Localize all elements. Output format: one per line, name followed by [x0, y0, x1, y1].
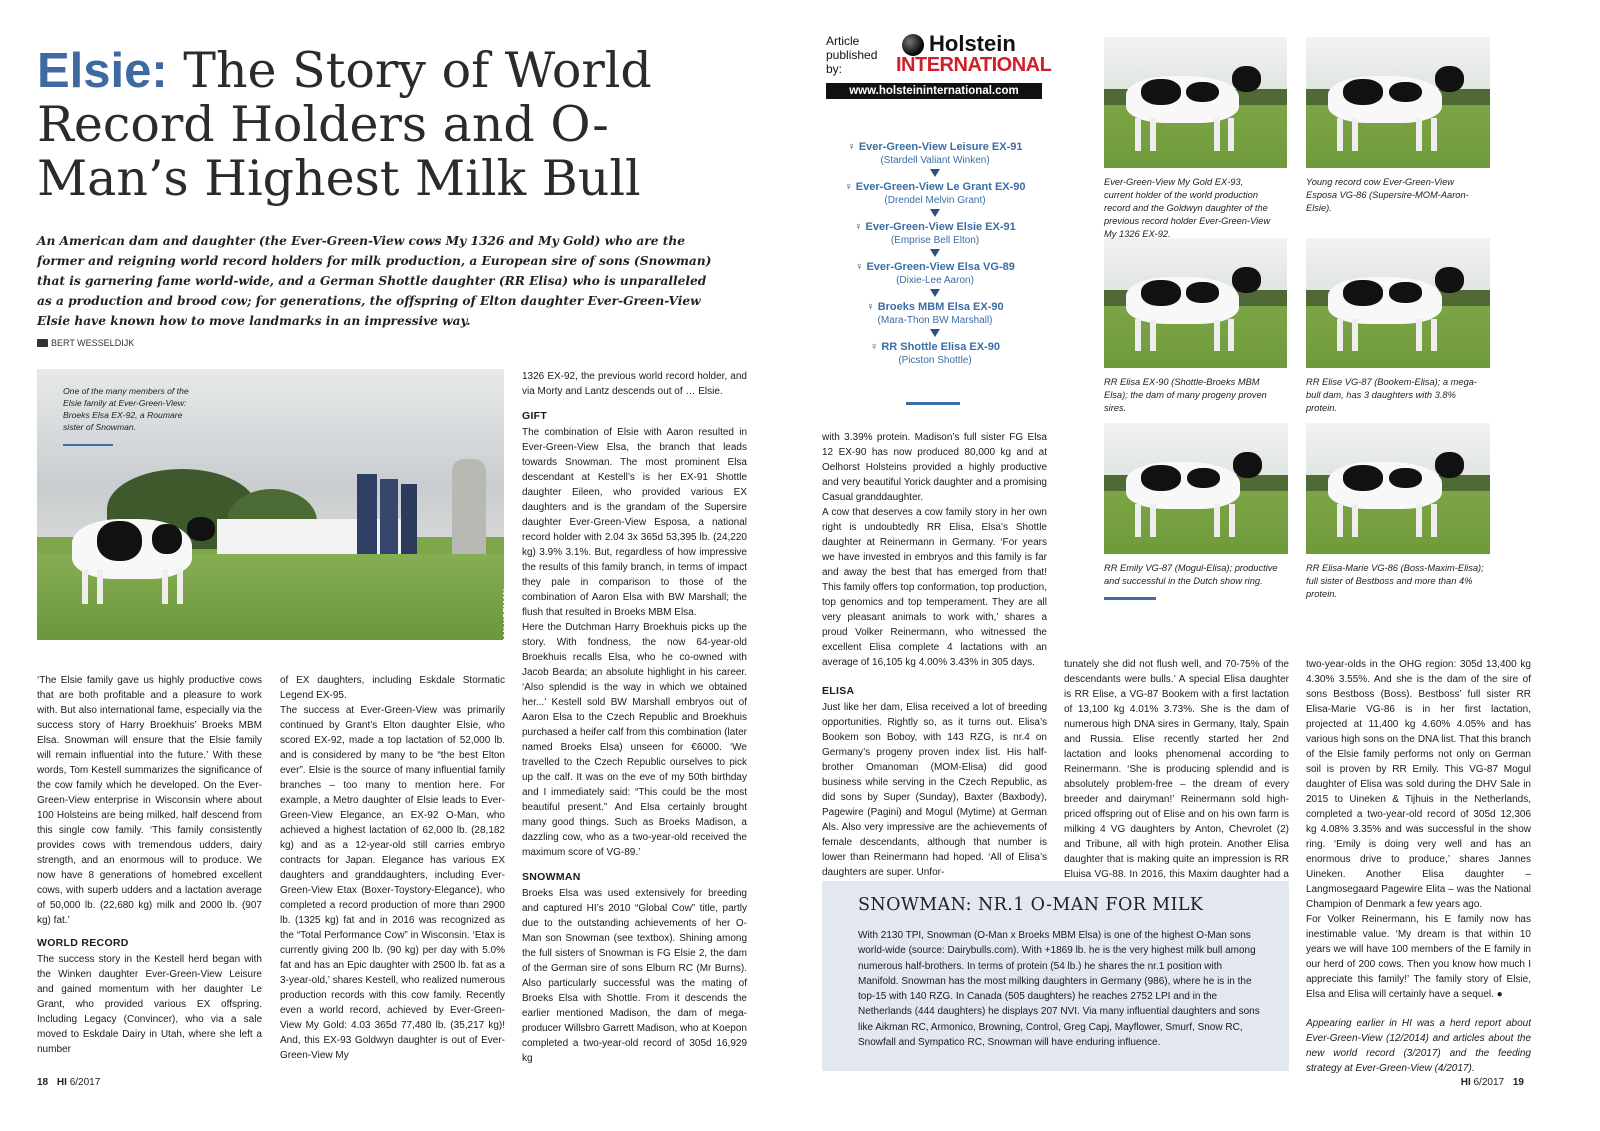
cow-leg	[1337, 504, 1343, 537]
caption-my-gold: Ever-Green-View My Gold EX-93, current holder of the world production record and the Goldwyn daughter of the previous record holder Ever-Green-View My 1326 EX-92.	[1104, 177, 1271, 239]
article-title	[37, 44, 727, 206]
col3-p4: Broeks Elsa was used extensively for breeding and captured HI’s 2010 “Global Cow” title, partly due to the outstanding achievements of her O-Man son Snowman (see textbox). Shining among the full sisters of Snowman is FG Elsie 2, the dam of the German sire of sons Elburn RC (Mr Burns). Also particularly successful was the mating of Broeks Elsa with Shottle. From it descends the earlier mentioned Madison, the dam of mega-producer Willsbro Garrett Madison, who at Koepon completed a two-year-old record of 305d 16,929 kg	[522, 888, 747, 1064]
cow-leg	[1352, 504, 1358, 537]
caption-elisa: RR Elisa EX-90 (Shottle-Broeks MBM Elsa); the dam of many progeny proven sires.	[1104, 377, 1267, 413]
female-icon: ♀	[866, 301, 878, 313]
column-1	[37, 673, 262, 1057]
byline-author: BERT WESSELDIJK	[51, 338, 135, 348]
cow-spot	[1389, 282, 1422, 303]
pedigree-cow-name: ♀ Ever-Green-View Le Grant EX-90	[844, 181, 1026, 193]
cow-spot	[1389, 82, 1422, 103]
cow-leg	[1431, 118, 1437, 151]
logo-top: Holstein	[929, 31, 1016, 56]
arrow-down-icon	[930, 329, 940, 337]
pedigree-item	[840, 260, 1030, 297]
col4-p1: with 3.39% protein. Madison’s full sister FG Elsa 12 EX-90 has now produced 80,000 kg and at Oelhorst Holsteins provided a highly productive and very beautiful Yorick daughter and a promising Casual granddaughter.	[822, 432, 1047, 503]
cow-leg	[1214, 118, 1220, 151]
caption-esposa: Young record cow Ever-Green-View Esposa VG-86 (Supersire-MOM-Aaron-Elsie).	[1306, 177, 1469, 213]
cow-leg	[162, 569, 168, 604]
cow-leg	[1416, 319, 1422, 352]
cow-spot	[1141, 465, 1181, 491]
photo-silo	[357, 474, 377, 559]
cow-leg	[1150, 504, 1156, 537]
cow-leg	[1214, 319, 1220, 352]
col1-p1: ‘The Elsie family gave us highly productive cows that are both profitable and a pleasure to work with. But also international fame, especially via the success story of Harry Broekhuis’ Broeks MBM Elsa. Snowman will ensure that the Elsie family will remain influential into the future.’ With these words, Tom Kestell summarizes the significance of the cow family which he developed. On the Ever-Green-View enterprise in Wisconsin where about 100 Holsteins are being milked, half descend from this single cow family. ‘This family consistently provides cows with tremendous udders, dairy strength, and an enormous will to produce. We now have 8 generations of homebred excellent cows, with superb udders and a lactation average of 50,000 lb. (22,680 kg) milk and 2000 lb. (907 kg) fat.’	[37, 675, 262, 926]
textbox-body: With 2130 TPI, Snowman (O-Man x Broeks MBM Elsa) is one of the highest O-Man sons world-wide (source: Dairybulls.com). With +1869 lb. he is the very highest milk bull among numerous half-brothers. In terms of protein (54 lb.) he shares the nr.1 position with Manifold. Snowman has the most milking daughters in Germany (986), where he is in the top-15 with 140 RZG. In Canada (505 daughters) he reaches 2752 LPI and in the Netherlands (444 daughters) he displays 207 NVI. Via many influential daughters and sons like Aikman RC, Armonico, Browning, Control, Greg Capj, Mayflower, Smurf, Snow RC, Snowfall and Sympatico RC, Snowman will have enduring influence.	[858, 930, 1260, 1049]
col3-heading-snowman: SNOWMAN	[522, 871, 581, 883]
cow-leg	[1135, 118, 1141, 151]
cow-leg	[1416, 118, 1422, 151]
cow-leg	[1337, 319, 1343, 352]
cow-spot	[97, 521, 142, 561]
arrow-down-icon	[930, 169, 940, 177]
photo-credit: HAN HOPMAN	[502, 589, 511, 645]
col1-p2: The success story in the Kestell herd began with the Winken daughter Ever-Green-View Leisure and gained momentum with her daughter Le Grant, who provided various EX offspring. Including Legacy (Convincer), who via a sale moved to Eskdale Dairy in Utah, where she left a number	[37, 954, 262, 1055]
col3-p3: Here the Dutchman Harry Broekhuis picks up the story. With fondness, the now 64-year-old Broekhuis recalls Elsa, who he co-owned with Jacob Bearda; an absolute highlight in his career. ‘Also splendid is the way in which we obtained her...’ Kestell sold BW Marshall embryos out of Aaron Elsa to the Czech Republic and Broekhuis purchased a heifer calf from this combination (later named Broeks Elsa) unseen for €6000. ‘We travelled to the Czech Republic ourselves to pick up the calf. It was on the eve of my 50th birthday and I immediately said: “This could be the most beautiful present.” And Elsa certainly brought many good things. Such as Broeks Madison, a dazzling cow, who as a two-year-old received the maximum score of VG-89.’	[522, 622, 747, 858]
female-icon: ♀	[854, 221, 866, 233]
cow-leg	[1214, 504, 1220, 537]
pedigree-sire: (Dixie-Lee Aaron)	[896, 275, 974, 286]
arrow-down-icon	[930, 249, 940, 257]
title-rest: The Story of World Record Holders and O-Man’s Highest Milk Bull	[37, 42, 652, 207]
caption-elise: RR Elise VG-87 (Bookem-Elisa); a mega-bull dam, has 3 daughters with 3.8% protein.	[1306, 377, 1478, 413]
captions-underline	[1104, 597, 1156, 600]
pedigree-sire: (Stardell Valiant Winken)	[880, 155, 990, 166]
pedigree-cow-name: ♀ Ever-Green-View Elsa VG-89	[855, 261, 1015, 273]
photo-silo	[452, 459, 486, 559]
pedigree-underline	[906, 402, 960, 405]
pedigree-item	[840, 300, 1030, 337]
female-icon: ♀	[847, 141, 859, 153]
pedigree-item	[840, 180, 1030, 217]
cow-leg	[1150, 319, 1156, 352]
col4-p3: Just like her dam, Elisa received a lot of breeding opportunities. Rightly so, as it turns out. Elisa’s Bookem son Boboy, with 143 RZG, is nr.4 on Germany’s progeny proven index list. His half-brother Omanoman (MOM-Elisa) did good business while serving in the Czech Republic, as did sons by Super (Sunday), Baxter (Baxbody), Pagewire (Pagini) and Mogul (Mytime) at German Als. Also very impressive are the achievements of female descendants, although that number is lower than Reinermann had hoped. ‘All of Elisa’s daughters are super. Unfor-	[822, 702, 1047, 878]
column-5	[1064, 657, 1289, 897]
cow-leg	[82, 569, 88, 604]
pedigree	[840, 140, 1030, 367]
photo-silo	[401, 484, 417, 559]
col2-p1: of EX daughters, including Eskdale Stormatic Legend EX-95.	[280, 675, 505, 701]
main-photo	[37, 369, 511, 645]
pedigree-sire: (Emprise Bell Elton)	[890, 235, 980, 246]
cow-leg	[1352, 118, 1358, 151]
col6-p2	[1306, 912, 1531, 1002]
camera-icon	[37, 339, 48, 347]
arrow-down-icon	[930, 209, 940, 217]
publisher-label-line: by:	[826, 62, 843, 76]
cow-spot	[1343, 465, 1383, 491]
col6-p2-text: For Volker Reinermann, his E family now has inestimable value. ‘My dream is that within 10 years we will have 100 members of the E family in our herd of 200 cows. Then you know how much I appreciate this family!’ The family story of Elsie, Elsa and Elisa will certainly have a sequel.	[1306, 914, 1531, 1000]
col6-p1: two-year-olds in the OHG region: 305d 13,400 kg 4.30% 3.55%. And she is the dam of the sire of sons Bestboss (Boss). Bestboss’ full sister RR Elisa-Marie VG-86 is in her first lactation, projected at 11,400 kg 4.60% 4.05% and has various high sons on the DNA list. That this branch of the Elsie family performs not only on German soil is proven by RR Emily. This VG-87 Mogul daughter of Elisa was sold during the DHV Sale in 2015 to Uineken & Tijhuis in the Netherlands, completed a two-year-old record of 305d 12,306 kg 4.08% 3.35% and was successful in the show ring. ‘Emily is doing very well and has an enormous drive to produce,’ shares Jannes Uineken. Another Elisa daughter – Langmosegaard Pagewire Elita – was the National Champion of Denmark a few years ago.	[1306, 659, 1531, 910]
cow-leg	[1150, 118, 1156, 151]
column-6	[1306, 657, 1531, 1076]
cow-head	[187, 517, 215, 541]
pedigree-item	[840, 220, 1030, 257]
issue-right: 6/2017	[1473, 1077, 1505, 1088]
page-number-left: 18	[37, 1077, 49, 1088]
byline	[37, 338, 134, 348]
footer-right	[1461, 1077, 1524, 1088]
female-icon: ♀	[855, 261, 867, 273]
col2-p2: The success at Ever-Green-View was primarily continued by Grant’s Elton daughter Elsie, who scored EX-92, made a top lactation of 52,000 lb. and is considered by many to be “the best Elton ever”. Elsie is the source of many influential family branches – too many to mention here. For example, a Metro daughter of Elsie leads to Ever-Green-View Elegance, an EX-92 O-Man, who achieved a highest lactation of 62,000 lb. (28,182 kg) and as a 12-year-old still carries embryo contracts for Japan. Elegance has various EX daughters and granddaughters, including Ever-Green-View Etax (Boxer-Toystory-Elegance), who completed a record production of more than 2900 lb. (1325 kg) fat and in 2016 was recognized as the “Total Performance Cow” in Wisconsin. ‘Etax is currently giving 200 lb. (90 kg) per day with 5.0% fat and has an Epic daughter with 2500 lb. fat as a 3-year-old,’ shares Kestell, who realized numerous production records with this cow family. Recently even a world record, achieved by Ever-Green-View My Gold: 4.03 365d 77,480 lb. (35,217 kg)! And, this EX-93 Goldwyn daughter is out of Ever-Green-View My	[280, 705, 505, 1061]
page-number-right: 19	[1512, 1077, 1524, 1088]
photo-elisa-marie	[1306, 423, 1490, 554]
cow-leg	[1337, 118, 1343, 151]
pedigree-sire: (Drendel Melvin Grant)	[884, 195, 986, 206]
cow-spot	[1141, 280, 1181, 306]
magazine-name-right: HI	[1460, 1077, 1471, 1088]
textbox-title: SNOWMAN: NR.1 O-MAN FOR MILK	[858, 895, 1204, 915]
cow-leg	[1416, 504, 1422, 537]
main-photo-caption: One of the many members of the Elsie family at Ever-Green-View: Broeks Elsa EX-92, a Roumare sister of Snowman.	[63, 386, 189, 432]
photo-my-gold	[1104, 37, 1287, 168]
title-highlight: Elsie:	[37, 44, 168, 98]
cow-spot	[1343, 280, 1383, 306]
pedigree-cow-name: ♀ RR Shottle Elisa EX-90	[870, 341, 1000, 353]
cow-spot	[152, 524, 182, 554]
cow-spot	[1186, 82, 1219, 103]
cow-spot	[1389, 468, 1422, 489]
cow-leg	[1228, 118, 1234, 151]
cow-leg	[97, 569, 103, 604]
cow-spot	[1343, 79, 1383, 105]
snowman-textbox	[822, 881, 1289, 1071]
cow-spot	[1141, 79, 1181, 105]
publisher-url: www.holsteininternational.com	[826, 83, 1042, 99]
cow-spot	[1187, 468, 1220, 489]
female-icon: ♀	[844, 181, 856, 193]
publisher-block	[826, 31, 1052, 104]
col3-p1: 1326 EX-92, the previous world record holder, and via Morty and Lantz descends out of … Elsie.	[522, 371, 747, 397]
cow-spot	[1232, 66, 1261, 92]
pedigree-cow-name: ♀ Broeks MBM Elsa EX-90	[866, 301, 1004, 313]
col6-note: Appearing earlier in HI was a herd report about Ever-Green-View (12/2014) and articles about the new world record (3/2017) and the feeding strategy at Ever-Green-View (4/2017).	[1306, 1018, 1531, 1074]
col4-heading-elisa: ELISA	[822, 685, 855, 697]
col5-p1: tunately she did not flush well, and 70-75% of the descendants were bulls.’ A special Elisa daughter is RR Elise, a VG-87 Bookem with a first lactation of 13,100 kg 4.01% 3.73%. She is the dam of numerous high DNA sires in Germany, Italy, Spain and Russia. Elise recently started her 2nd lactation and looks phenomenal according to Reinermann. ‘She is producing splendid and is absolutely problem-free – the dream of every breeder and dairyman!’ Reinermann sold high-priced offspring out of Elise and on his own farm is milking 4 VG daughters by Anton, Chevrolet (2) and Tribune, all with high protein. Another Elisa daughter that is making quite an impression is RR Eluisa VG-88. In 2016, this Maxim daughter had a	[1064, 659, 1289, 880]
cow-spot	[1186, 282, 1219, 303]
cow-spot	[1232, 267, 1261, 293]
cow-leg	[1352, 319, 1358, 352]
publisher-label	[826, 34, 877, 76]
pedigree-cow-name: ♀ Ever-Green-View Elsie EX-91	[854, 221, 1016, 233]
footer-left	[37, 1077, 100, 1088]
cow-leg	[1228, 319, 1234, 352]
publisher-label-line: Article	[826, 34, 860, 48]
caption-underline	[63, 444, 113, 446]
cow-leg	[1135, 319, 1141, 352]
logo-globe-icon	[902, 34, 924, 56]
cow-spot	[1233, 452, 1262, 478]
pedigree-item	[840, 340, 1030, 367]
column-2	[280, 673, 505, 1063]
end-mark: ●	[1496, 989, 1503, 1000]
cow-spot	[1435, 66, 1464, 92]
col1-heading-world-record: WORLD RECORD	[37, 937, 129, 949]
pedigree-item	[840, 140, 1030, 177]
cow-spot	[1435, 452, 1464, 478]
issue-left: 6/2017	[69, 1077, 101, 1088]
cow-leg	[1229, 504, 1235, 537]
cow-leg	[177, 569, 183, 604]
column-3	[522, 369, 747, 1066]
caption-emily: RR Emily VG-87 (Mogul-Elisa); productive and successful in the Dutch show ring.	[1104, 563, 1278, 586]
pedigree-sire: (Picston Shottle)	[898, 355, 972, 366]
cow-leg	[1431, 504, 1437, 537]
cow-spot	[1435, 267, 1464, 293]
photo-elisa	[1104, 238, 1287, 368]
col4-p2: A cow that deserves a cow family story in her own right is undoubtedly RR Elisa, Elsa’s Shottle daughter at Reinermann in Germany. ‘For years we have invested in embryos and this family is far and away the best that has emerged from that! This family offers top conformation, top production, top genomics and top temperament. They are all very pleasant animals to work with,’ shares a proud Volker Reinermann, who witnessed the excellent Elisa complete 4 lactations with an average of 16,105 kg 4.00% 3.43% in 305 days.	[822, 507, 1047, 668]
col3-p2: The combination of Elsie with Aaron resulted in Ever-Green-View Elsa, the branch that leads towards Snowman. The most prominent Elsa descendant at Kestell’s is her EX-91 Shottle daughter Eileen, who provided various EX daughters and is the grandam of the Supersire daughter Ever-Green-View Esposa, a national record holder with 2.04 3x 365d 53,395 lb. (24,220 kg) 3.9% 3.1%. But, regardless of how impressive the results of this family branch, in terms of impact they pale in comparison to those of the combination of Aaron Elsa with BW Marshall; the flush that resulted in Broeks MBM Elsa.	[522, 427, 747, 618]
magazine-name-left: HI	[56, 1077, 67, 1088]
cow-leg	[1431, 319, 1437, 352]
female-icon: ♀	[870, 341, 882, 353]
pedigree-sire: (Mara-Thon BW Marshall)	[877, 315, 993, 326]
caption-elisa-marie: RR Elisa-Marie VG-86 (Boss-Maxim-Elisa); full sister of Bestboss and more than 4% protein.	[1306, 563, 1484, 599]
logo-bottom: INTERNATIONAL	[896, 54, 1052, 76]
publisher-label-line: published	[826, 48, 878, 62]
photo-silo	[380, 479, 398, 559]
col3-heading-gift: GIFT	[522, 410, 548, 422]
column-4	[822, 430, 1047, 880]
arrow-down-icon	[930, 289, 940, 297]
photo-emily	[1104, 423, 1288, 554]
article-intro: An American dam and daughter (the Ever-Green-View cows My 1326 and My Gold) who are the former and reigning world record holders for milk production, a European sire of sons (Snowman) that is garnering fame world-wide, and a German Shottle daughter (RR Elisa) who is unparalleled as a production and brood cow; for generations, the offspring of Elton daughter Ever-Green-View Elsie have known how to move landmarks in an impressive way.	[37, 234, 712, 328]
pedigree-cow-name: ♀ Ever-Green-View Leisure EX-91	[847, 141, 1023, 153]
cow-leg	[1135, 504, 1141, 537]
photo-esposa	[1306, 37, 1490, 168]
photo-elise	[1306, 238, 1490, 368]
